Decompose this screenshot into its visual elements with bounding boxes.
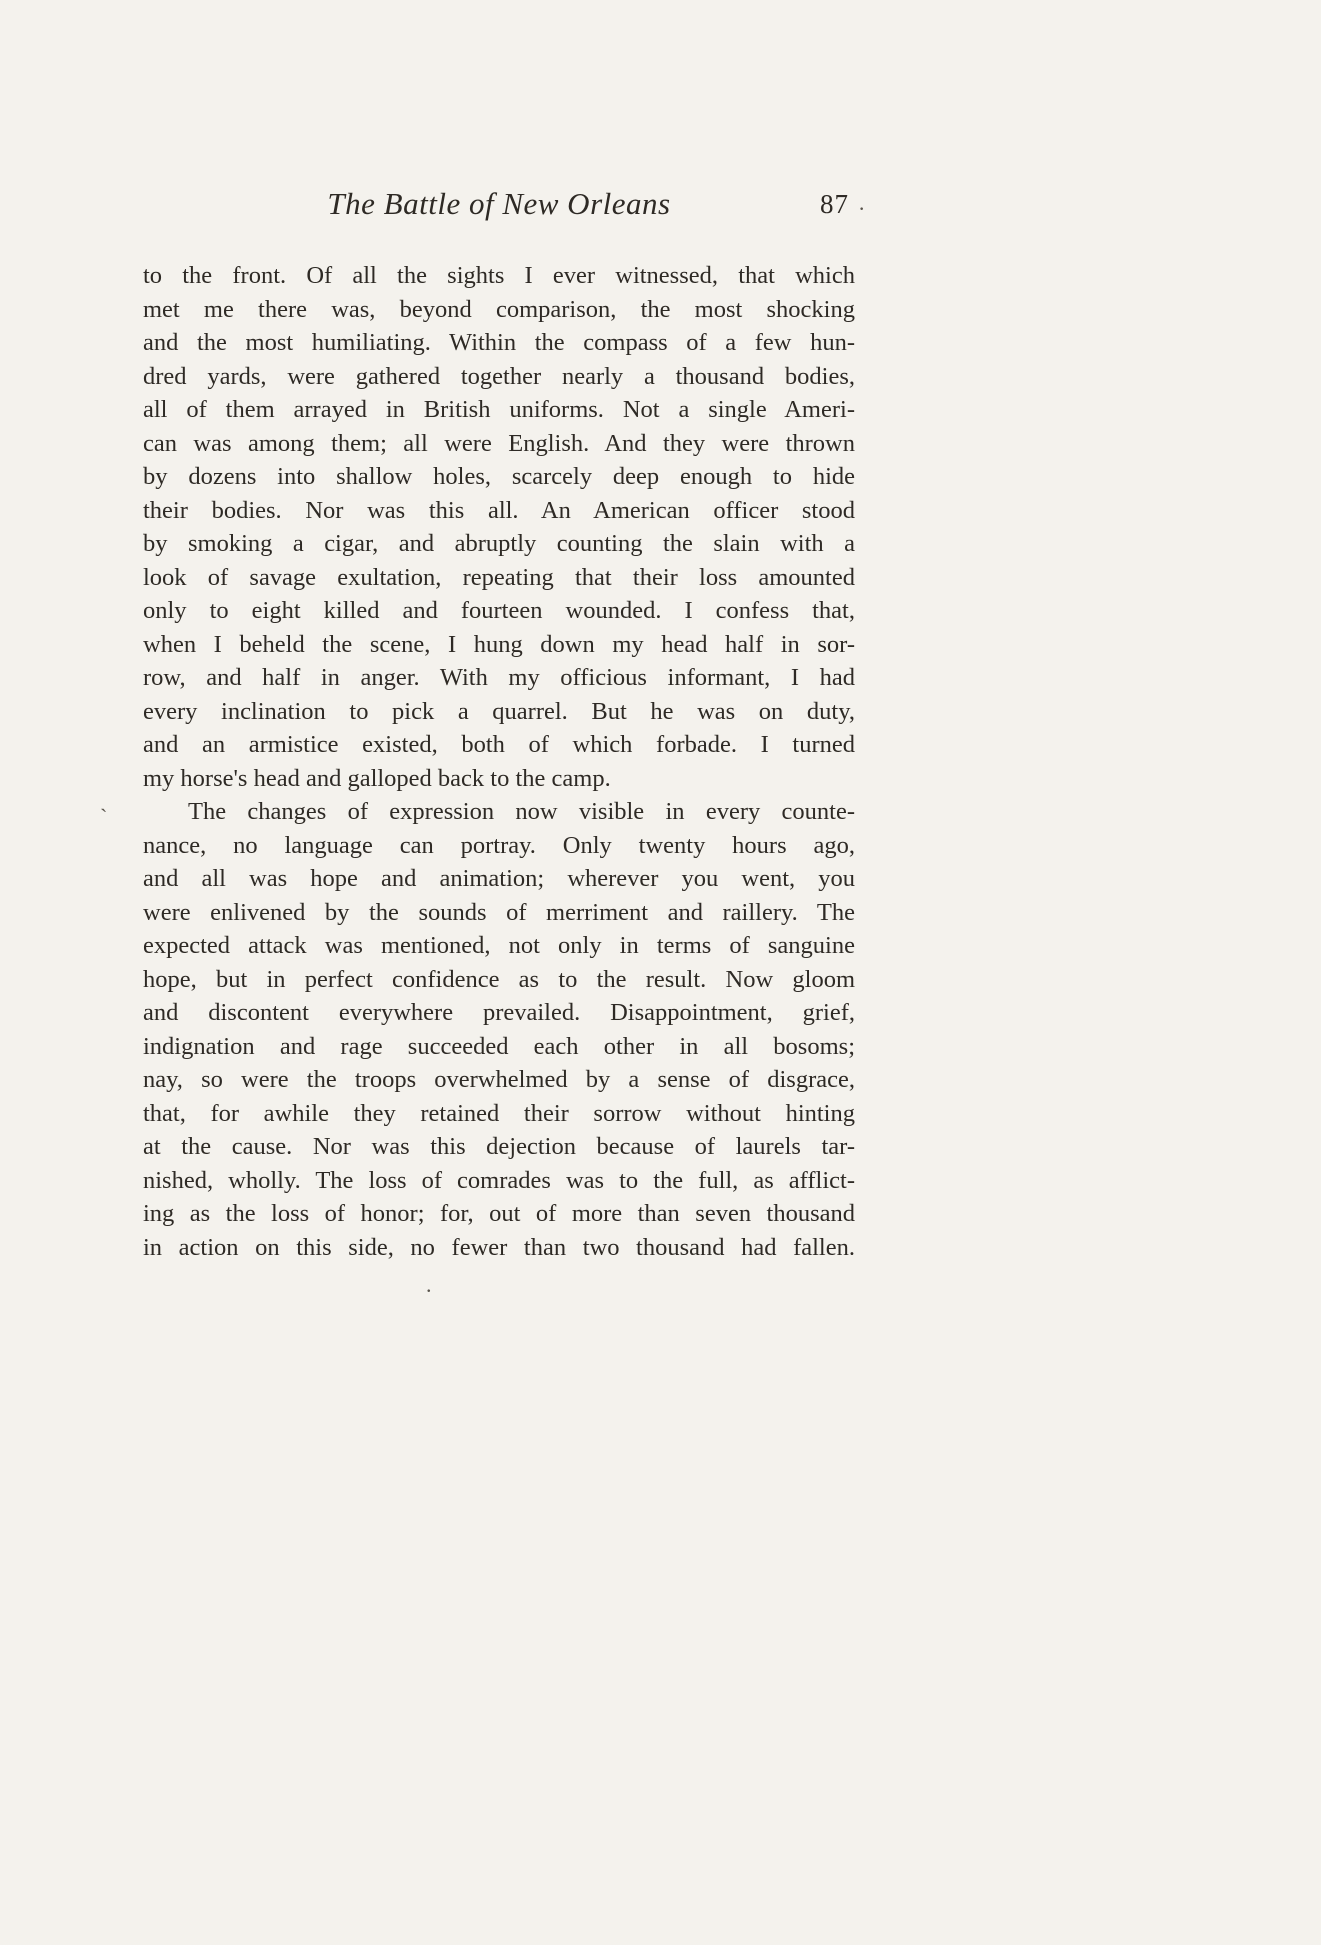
running-title: The Battle of New Orleans	[327, 186, 671, 221]
text-line: nance, no language can portray. Only twenty hours ago,	[143, 831, 855, 859]
text-line: their bodies. Nor was this all. An American officer stood	[143, 496, 855, 524]
page-content	[143, 0, 855, 1264]
text-line: every inclination to pick a quarrel. But he was on duty,	[143, 697, 855, 725]
scan-artifact: ·	[858, 196, 866, 221]
text-line: nay, so were the troops overwhelmed by a sense of disgrace,	[143, 1066, 855, 1093]
text-line: were enlivened by the sounds of merriment and raillery. The	[143, 898, 855, 926]
text-line: ing as the loss of honor; for, out of more than seven thousand	[143, 1200, 855, 1227]
text-line: expected attack was mentioned, not only in terms of sanguine	[143, 932, 855, 959]
text-line: that, for awhile they retained their sorrow without hinting	[143, 1099, 855, 1127]
text-line: by dozens into shallow holes, scarcely deep enough to hide	[143, 463, 855, 490]
body-text	[143, 259, 855, 1264]
text-line: can was among them; all were English. And they were thrown	[143, 429, 855, 457]
text-line: to the front. Of all the sights I ever witnessed, that which	[143, 262, 855, 289]
text-line: and an armistice existed, both of which forbade. I turned	[143, 731, 855, 758]
text-line: in action on this side, no fewer than two thousand had fallen.	[143, 1233, 855, 1261]
text-line: met me there was, beyond comparison, the most shocking	[143, 295, 855, 323]
text-line: and discontent everywhere prevailed. Disappointment, grief,	[143, 999, 855, 1026]
text-line: The changes of expression now visible in every counte-	[188, 798, 855, 825]
text-line: nished, wholly. The loss of comrades was to the full, as afflict-	[143, 1166, 855, 1194]
text-line: indignation and rage succeeded each other in all bosoms;	[143, 1032, 855, 1060]
page-header	[143, 185, 855, 223]
page-number: 87	[820, 189, 849, 219]
text-line: row, and half in anger. With my officious informant, I had	[143, 664, 855, 691]
scan-artifact: .	[426, 1272, 432, 1297]
text-line: all of them arrayed in British uniforms. Not a single Ameri-	[143, 396, 855, 423]
paragraph	[143, 259, 855, 795]
paragraph	[143, 795, 855, 1264]
text-line: hope, but in perfect confidence as to the result. Now gloom	[143, 965, 855, 993]
text-line: my horse's head and galloped back to the camp.	[143, 764, 611, 792]
text-line: and all was hope and animation; wherever you went, you	[143, 865, 855, 892]
text-line: only to eight killed and fourteen wounded. I confess that,	[143, 597, 855, 624]
text-line: and the most humiliating. Within the compass of a few hun-	[143, 329, 855, 356]
text-line: look of savage exultation, repeating that their loss amounted	[143, 563, 855, 591]
scan-artifact: ˋ	[100, 804, 108, 829]
text-line: by smoking a cigar, and abruptly counting the slain with a	[143, 530, 855, 557]
text-line: dred yards, were gathered together nearly a thousand bodies,	[143, 362, 855, 390]
text-line: at the cause. Nor was this dejection because of laurels tar-	[143, 1133, 855, 1160]
text-line: when I beheld the scene, I hung down my head half in sor-	[143, 630, 855, 658]
